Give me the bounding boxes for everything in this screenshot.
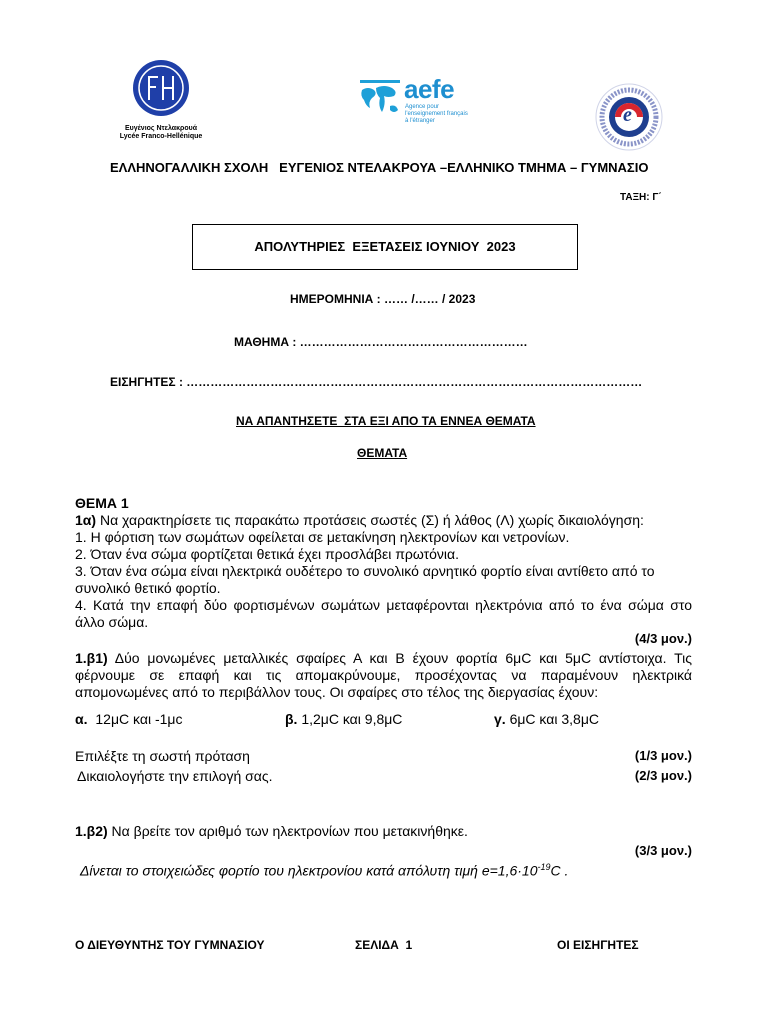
question-1b2 — [75, 823, 468, 840]
school-name: ΕΛΛΗΝΟΓΑΛΛΙΚΗ ΣΧΟΛΗ ΕΥΓΕΝΙΟΣ ΝΤΕΛΑΚΡΟΥΑ –ΕΛΛΗΝΙΚΟ ΤΜΗΜΑ – ΓΥΜΝΑΣΙΟ — [110, 160, 649, 175]
choose-instruction: Επιλέξτε τη σωστή πρόταση — [75, 748, 250, 764]
question-1a-label: 1α) — [75, 512, 97, 528]
option-a-text: 12μC και -1μc — [95, 711, 183, 727]
justify-points: (2/3 μον.) — [634, 768, 692, 783]
given-exponent: -19 — [537, 862, 551, 872]
question-1b1 — [75, 650, 692, 701]
option-b — [285, 711, 402, 728]
option-c — [494, 711, 599, 728]
justify-instruction: Δικαιολογήστε την επιλογή σας. — [77, 768, 273, 784]
question-1b2-label: 1.β2) — [75, 823, 108, 839]
world-map-icon — [358, 76, 402, 126]
footer-director: Ο ΔΙΕΥΘΥΝΤΗΣ ΤΟΥ ΓΥΜΝΑΣΙΟΥ — [75, 938, 265, 952]
choose-points: (1/3 μον.) — [634, 748, 692, 763]
question-1a-text: Να χαρακτηρίσετε τις παρακάτω προτάσεις σωστές (Σ) ή λάθος (Λ) χωρίς δικαιολόγηση: — [96, 512, 644, 528]
footer-page: ΣΕΛΙΔΑ 1 — [355, 938, 413, 952]
option-b-text: 1,2μC και 9,8μC — [301, 711, 403, 727]
question-1b2-text: Να βρείτε τον αριθμό των ηλεκτρονίων που μετακινήθηκε. — [107, 823, 468, 839]
question-1b1-label: 1.β1) — [75, 650, 108, 666]
exam-date: ΗΜΕΡΟΜΗΝΙΑ : …… /…… / 2023 — [290, 292, 476, 306]
option-a-label: α. — [75, 711, 88, 727]
option-c-text: 6μC και 3,8μC — [509, 711, 599, 727]
aefe-wordmark: aefe — [404, 74, 455, 104]
question-1b1-text: Δύο μονωμένες μεταλλικές σφαίρες Α και Β έχουν φορτία 6μC και 5μC αντίστοιχα. Τις φέρνουμε σε επαφή και τις απομακρύνουμε, προσέχοντας να παραμένουν ηλεκτρικά απομονωμένες από το περιβάλλον τους. Οι σφαίρες στο τέλος της διεργασίας έχουν: — [75, 650, 692, 700]
examiners-line: ΕΙΣΗΓΗΤΕΣ : …………………………………………………………………………………………………… — [110, 375, 643, 389]
aefe-sub-3: à l'étranger — [405, 118, 435, 124]
class-label: ΤΑΞΗ: Γ΄ — [620, 192, 662, 203]
fh-monogram-icon — [118, 58, 204, 118]
given-text: Δίνεται το στοιχειώδες φορτίο του ηλεκτρονίου κατά απόλυτη τιμή e=1,6·10 — [80, 862, 538, 879]
statement-1: 1. Η φόρτιση των σωμάτων οφείλεται σε μετακίνηση ηλεκτρονίων και νετρονίων. — [75, 529, 570, 545]
aefe-sub-1: Agence pour — [405, 104, 440, 110]
subject-line: ΜΑΘΗΜΑ : ………………………………………………… — [234, 335, 528, 349]
exam-title: ΑΠΟΛΥΤΗΡΙΕΣ ΕΞΕΤΑΣΕΙΣ ΙΟΥΝΙΟΥ 2023 — [254, 239, 516, 254]
exam-title-box — [192, 224, 578, 270]
statement-3: 3. Όταν ένα σώμα είναι ηλεκτρικά ουδέτερο το συνολικό αρνητικό φορτίο είναι αντίθετο από το συνολικό θετικό φορτίο. — [75, 563, 655, 596]
q1a-points: (4/3 μον.) — [634, 631, 692, 646]
statement-4: 4. Κατά την επαφή δύο φορτισμένων σωμάτων μεταφέρονται ηλεκτρόνια από το ένα σώμα στο άλλο σώμα. — [75, 597, 692, 630]
label-letter: e — [623, 104, 632, 126]
option-a — [75, 711, 182, 728]
aefe-logo — [358, 74, 468, 130]
instruction: ΝΑ ΑΠΑΝΤΗΣΕΤΕ ΣΤΑ ΕΞΙ ΑΠΟ ΤΑ ΕΝΝΕΑ ΘΕΜΑΤΑ — [236, 414, 536, 428]
option-c-label: γ. — [494, 711, 506, 727]
footer-examiners: ΟΙ ΕΙΣΗΓΗΤΕΣ — [557, 938, 639, 952]
school-logo — [118, 58, 204, 142]
school-logo-caption-2: Lycée Franco-Hellénique — [119, 133, 203, 140]
option-b-label: β. — [285, 711, 298, 727]
school-logo-caption-1: Ευγένιος Ντελακρουά — [125, 125, 197, 132]
topics-heading: ΘΕΜΑΤΑ — [357, 446, 408, 460]
question-1a — [75, 512, 692, 529]
statement-2: 2. Όταν ένα σώμα φορτίζεται θετικά έχει προσλάβει πρωτόνια. — [75, 546, 459, 562]
theme-title: ΘΕΜΑ 1 — [75, 495, 129, 511]
labelfranceducation-logo — [594, 82, 664, 152]
given-unit: C . — [550, 862, 569, 879]
given-constant — [80, 859, 568, 880]
q1b2-points: (3/3 μον.) — [634, 843, 692, 858]
aefe-sub-2: l'enseignement français — [405, 111, 468, 117]
